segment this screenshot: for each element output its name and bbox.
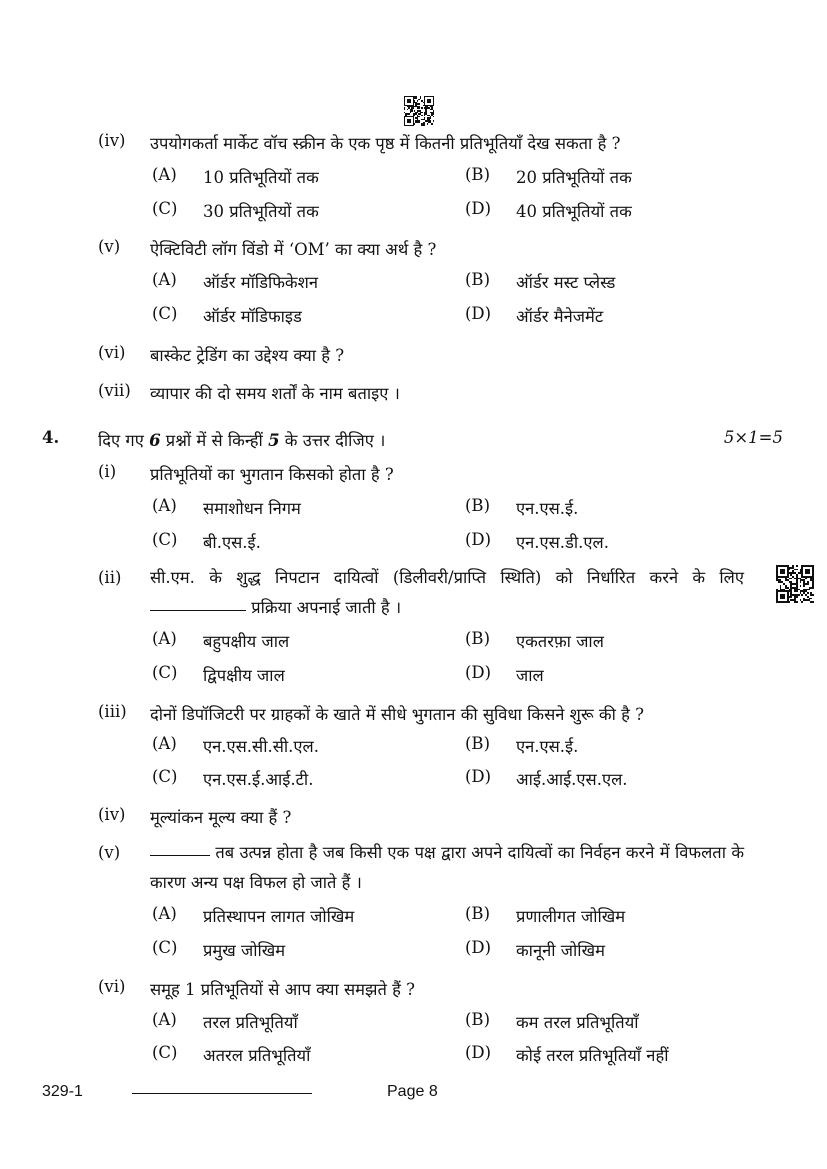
option-label: (B)	[465, 629, 490, 648]
question-instruction	[98, 428, 385, 451]
option-label: (C)	[152, 530, 178, 549]
instruction-mid: प्रश्नों में से किन्हीं	[160, 431, 269, 450]
option-text: कम तरल प्रतिभूतियाँ	[516, 1013, 639, 1032]
option-label: (A)	[152, 734, 177, 753]
option-label: (B)	[465, 1010, 490, 1029]
option-text: 30 प्रतिभूतियों तक	[203, 202, 319, 221]
question-text-pre: सी.एम. के शुद्ध निपटान दायित्वों (डिलीवरी/प्राप्ति स्थिति) को निर्धारित करने के लिए	[150, 568, 744, 587]
option-text: कोई तरल प्रतिभूतियाँ नहीं	[516, 1046, 669, 1065]
option-label: (B)	[465, 496, 490, 515]
instruction-pre: दिए गए	[98, 431, 150, 450]
option-label: (A)	[152, 270, 177, 289]
option-label: (A)	[152, 496, 177, 515]
question-text: समूह 1 प्रतिभूतियों से आप क्या समझते हैं ?	[150, 980, 415, 999]
question-text: प्रतिभूतियों का भुगतान किसको होता है ?	[150, 465, 394, 484]
option-text: ऑर्डर मॉडिफिकेशन	[203, 273, 318, 292]
question-number: (vi)	[98, 343, 126, 362]
option-text: एन.एस.सी.सी.एल.	[203, 737, 319, 756]
page-number: Page 8	[387, 1083, 438, 1100]
option-text: कानूनी जोखिम	[516, 941, 605, 960]
question-number: (vi)	[98, 977, 126, 996]
question-number: (iv)	[98, 131, 126, 150]
option-label: (D)	[465, 530, 492, 549]
option-text: प्रणालीगत जोखिम	[516, 907, 626, 926]
option-text: एन.एस.ई.आई.टी.	[203, 770, 314, 789]
option-text: एकतरफ़ा जाल	[516, 632, 604, 651]
option-label: (C)	[152, 938, 178, 957]
option-text: प्रमुख जोखिम	[203, 941, 286, 960]
option-text: तरल प्रतिभूतियाँ	[203, 1013, 298, 1032]
question-text: बास्केट ट्रेडिंग का उद्देश्य क्या है ?	[150, 346, 345, 365]
option-label: (A)	[152, 904, 177, 923]
question-text	[150, 563, 744, 623]
option-label: (D)	[465, 663, 492, 682]
option-label: (B)	[465, 270, 490, 289]
paper-code: 329-1	[42, 1083, 83, 1100]
option-text: बी.एस.ई.	[203, 533, 261, 552]
option-label: (C)	[152, 663, 178, 682]
option-text: जाल	[516, 666, 544, 685]
question-number: (v)	[98, 237, 121, 256]
option-label: (B)	[465, 734, 490, 753]
question-number: (i)	[98, 462, 117, 481]
option-text: ऑर्डर मॉडिफाइड	[203, 307, 302, 326]
footer-divider	[132, 1093, 312, 1094]
option-text: एन.एस.ई.	[516, 737, 579, 756]
question-text-post: प्रक्रिया अपनाई जाती है ।	[246, 598, 402, 617]
instruction-post: के उत्तर दीजिए ।	[279, 431, 386, 450]
question-number: (iv)	[98, 805, 126, 824]
option-text: द्विपक्षीय जाल	[203, 666, 285, 685]
question-text: ऐक्टिविटी लॉग विंडो में ‘OM’ का क्या अर्थ है ?	[150, 240, 437, 259]
option-label: (B)	[465, 165, 490, 184]
answer-blank	[150, 854, 210, 856]
option-label: (B)	[465, 904, 490, 923]
question-text: उपयोगकर्ता मार्केट वॉच स्क्रीन के एक पृष्ठ में कितनी प्रतिभूतियाँ देख सकता है ?	[150, 134, 621, 153]
option-text: 10 प्रतिभूतियों तक	[203, 168, 319, 187]
option-text: प्रतिस्थापन लागत जोखिम	[203, 907, 355, 926]
question-number: (ii)	[98, 568, 122, 587]
side-qr-code-icon	[776, 565, 814, 603]
question-text: मूल्यांकन मूल्य क्या हैं ?	[150, 808, 292, 827]
option-text: अतरल प्रतिभूतियाँ	[203, 1046, 311, 1065]
option-label: (D)	[465, 1043, 492, 1062]
question-number: (vii)	[98, 381, 131, 400]
answer-blank	[150, 609, 246, 611]
option-text: समाशोधन निगम	[203, 499, 301, 518]
question-text: दोनों डिपॉजिटरी पर ग्राहकों के खाते में सीधे भुगतान की सुविधा किसने शुरू की है ?	[150, 705, 644, 724]
question-main-number: 4.	[42, 428, 60, 447]
option-label: (C)	[152, 767, 178, 786]
option-text: 20 प्रतिभूतियों तक	[516, 168, 632, 187]
option-label: (C)	[152, 199, 178, 218]
option-text: आई.आई.एस.एल.	[516, 770, 628, 789]
option-text: 40 प्रतिभूतियों तक	[516, 202, 632, 221]
option-text: एन.एस.ई.	[516, 499, 579, 518]
question-number: (iii)	[98, 702, 127, 721]
option-label: (A)	[152, 629, 177, 648]
marks-allocation: 5×1=5	[723, 428, 783, 447]
question-number: (v)	[98, 843, 121, 862]
option-text: ऑर्डर मस्ट प्लेस्ड	[516, 273, 616, 292]
question-text	[150, 838, 744, 898]
top-qr-code-icon	[404, 96, 434, 126]
option-label: (A)	[152, 1010, 177, 1029]
question-text: व्यापार की दो समय शर्तों के नाम बताइए ।	[150, 384, 400, 403]
instruction-five: 5	[268, 431, 280, 450]
question-text-post: तब उत्पन्न होता है जब किसी एक पक्ष द्वारा अपने दायित्वों का निर्वहन करने में विफलता के कारण अन्य पक्ष विफल हो जाते हैं ।	[150, 843, 744, 892]
instruction-six: 6	[149, 431, 161, 450]
option-label: (D)	[465, 938, 492, 957]
option-label: (C)	[152, 304, 178, 323]
option-label: (D)	[465, 304, 492, 323]
option-text: बहुपक्षीय जाल	[203, 632, 290, 651]
option-text: ऑर्डर मैनेजमेंट	[516, 307, 604, 326]
option-label: (D)	[465, 199, 492, 218]
option-label: (A)	[152, 165, 177, 184]
option-label: (D)	[465, 767, 492, 786]
option-label: (C)	[152, 1043, 178, 1062]
option-text: एन.एस.डी.एल.	[516, 533, 609, 552]
